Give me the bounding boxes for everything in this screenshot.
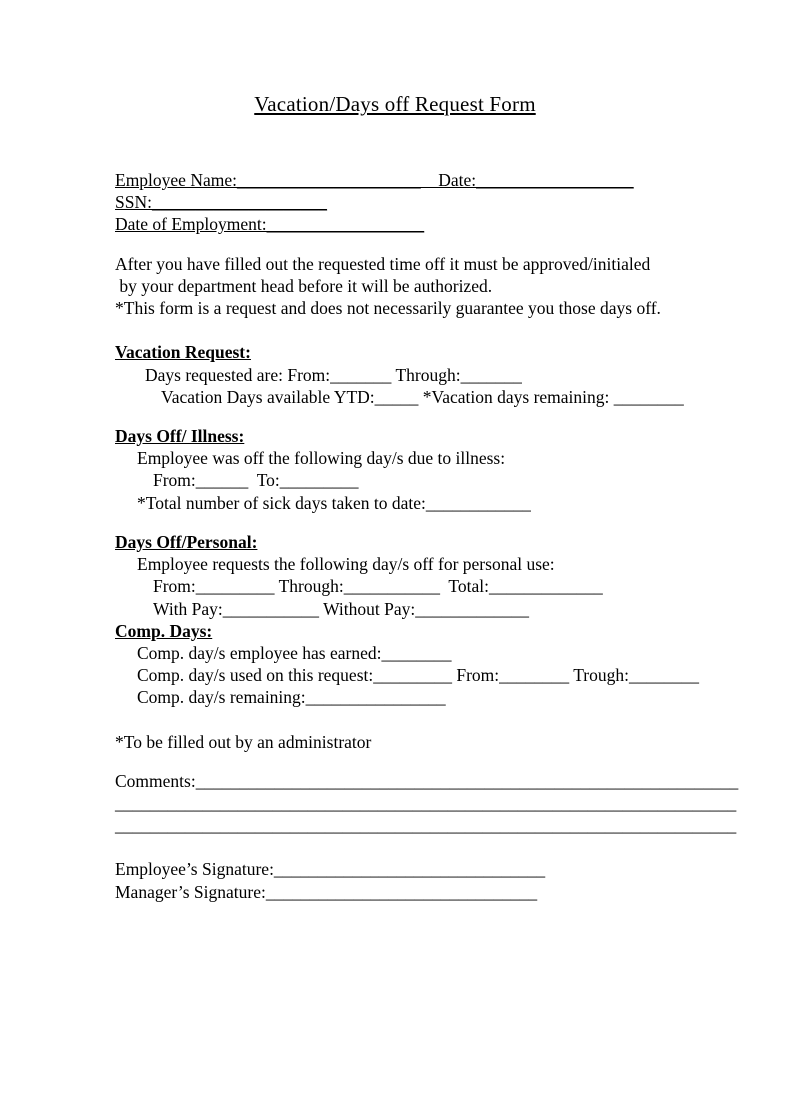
section-heading: Vacation Request: [115,342,251,363]
spacer [115,753,745,770]
comp-days-earned-field[interactable]: Comp. day/s employee has earned:________ [137,642,452,663]
section-heading: Days Off/Personal: [115,531,258,552]
header-fields [115,169,745,236]
spacer [115,836,745,858]
illness-dates-field[interactable]: From:______ To:_________ [153,470,359,491]
section-heading: Days Off/ Illness: [115,425,245,446]
employee-name-date-field[interactable]: Employee Name:_____________________ Date:__________________ [115,170,634,190]
section-days-off-personal [115,531,745,620]
vacation-days-available-field[interactable]: Vacation Days available YTD:_____ *Vacation days remaining: ________ [161,386,684,407]
ssn-field[interactable]: SSN:____________________ [115,192,327,213]
document-body [115,169,745,903]
spacer [115,236,745,253]
section-days-off-illness [115,425,745,514]
section-comp-days [115,620,745,709]
sick-days-total-field[interactable]: *Total number of sick days taken to date:____________ [137,492,531,513]
vacation-dates-field[interactable]: Days requested are: From:_______ Through:_______ [145,364,522,385]
comments-line-2[interactable]: _______________________________________________________________________ [115,793,737,814]
page-title: Vacation/Days off Request Form [254,92,536,116]
personal-description-line: Employee requests the following day/s off for personal use: [137,554,555,575]
comp-days-remaining-field[interactable]: Comp. day/s remaining:________________ [137,687,446,708]
intro-line-3: *This form is a request and does not necessarily guarantee you those days off. [115,298,661,319]
comments-line-3[interactable]: _______________________________________________________________________ [115,815,737,836]
spacer [115,319,745,341]
section-heading: Comp. Days: [115,620,213,641]
spacer [115,514,745,531]
intro-line-2: by your department head before it will be authorized. [115,275,493,296]
spacer [115,408,745,425]
comments-block [115,770,745,837]
section-vacation-request [115,341,745,408]
admin-note: *To be filled out by an administrator [115,731,372,752]
comments-line-1[interactable]: Comments:______________________________________________________________ [115,770,739,791]
personal-dates-field[interactable]: From:_________ Through:___________ Total:_____________ [153,576,603,597]
intro-line-1: After you have filled out the requested time off it must be approved/initialed [115,253,651,274]
employee-signature-field[interactable]: Employee’s Signature:_______________________________ [115,859,546,880]
comp-days-used-field[interactable]: Comp. day/s used on this request:_________ From:________ Trough:________ [137,665,699,686]
personal-pay-field[interactable]: With Pay:___________ Without Pay:_____________ [153,598,529,619]
manager-signature-field[interactable]: Manager’s Signature:_______________________________ [115,881,538,902]
illness-description-line: Employee was off the following day/s due to illness: [137,448,506,469]
signature-block [115,858,745,902]
document-page [0,92,790,1114]
date-of-employment-field[interactable]: Date of Employment:__________________ [115,214,425,235]
spacer [115,709,745,731]
intro-paragraph [115,253,745,320]
